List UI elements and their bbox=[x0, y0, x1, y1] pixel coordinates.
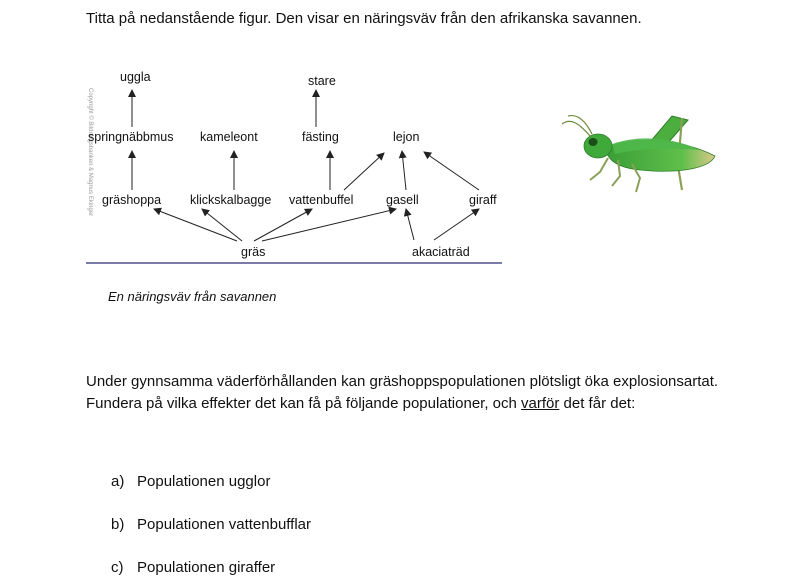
node-uggla: uggla bbox=[120, 70, 151, 84]
list-item-label: c) bbox=[111, 559, 124, 576]
figure-caption: En näringsväv från savannen bbox=[108, 289, 277, 304]
question-underlined-word: varför bbox=[521, 395, 560, 412]
node-springnabbmus: springnäbbmus bbox=[88, 130, 174, 144]
list-item-b bbox=[111, 516, 311, 533]
food-web-diagram bbox=[84, 60, 504, 270]
grasshopper-illustration bbox=[560, 110, 720, 195]
node-gras: gräs bbox=[241, 245, 266, 259]
node-fasting: fästing bbox=[302, 130, 339, 144]
list-item-text: Populationen ugglor bbox=[137, 473, 271, 490]
arrows bbox=[132, 90, 479, 241]
question-part-after: det får det: bbox=[559, 395, 636, 412]
node-grashoppa: gräshoppa bbox=[102, 193, 162, 207]
list-item-c bbox=[111, 559, 275, 576]
list-item-text: Populationen giraffer bbox=[137, 559, 276, 576]
intro-text: Titta på nedanstående figur. Den visar en näringsväv från den afrikanska savannen. bbox=[86, 10, 642, 27]
node-giraff: giraff bbox=[469, 193, 497, 207]
node-stare: stare bbox=[308, 74, 336, 88]
question-part-before: Under gynnsamma väderförhållanden kan gräshoppspopulationen plötsligt öka explosionsartat. Fundera på vilka effekter det kan få på följande populationer, och bbox=[86, 373, 719, 412]
node-lejon: lejon bbox=[393, 130, 420, 144]
node-kameleont: kameleont bbox=[200, 130, 258, 144]
list-item-a bbox=[111, 473, 270, 490]
question-text bbox=[86, 371, 726, 415]
node-vattenbuffel: vattenbuffel bbox=[289, 193, 354, 207]
copyright-text: Copyright © Bildningsbanken & Magnus Ekinger bbox=[87, 88, 93, 217]
node-akaciatrad: akaciaträd bbox=[412, 245, 470, 259]
list-item-text: Populationen vattenbufflar bbox=[137, 516, 312, 533]
list-item-label: a) bbox=[111, 473, 125, 490]
node-klickskalbagge: klickskalbagge bbox=[190, 193, 272, 207]
node-gasell: gasell bbox=[386, 193, 419, 207]
list-item-label: b) bbox=[111, 516, 125, 533]
